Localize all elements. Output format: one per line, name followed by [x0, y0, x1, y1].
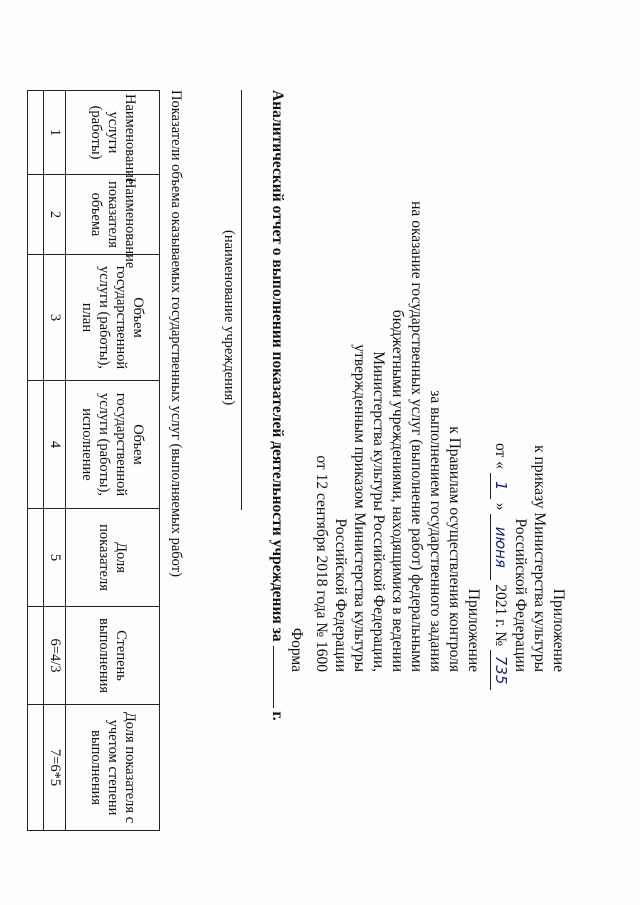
table-cell: [28, 255, 44, 381]
appendix-line-5: бюджетными учреждениями, находящимися в ведении: [389, 309, 406, 672]
header-service-name: Наименование услуги (работы): [66, 91, 160, 175]
order-year: 2021 г. №: [492, 584, 509, 647]
appendix-line-1: Приложение: [465, 588, 482, 672]
table-number-row: [44, 91, 66, 831]
column-number-2: 2: [44, 175, 66, 255]
volume-indicators-table: [27, 90, 160, 831]
column-number-7: 7=6*5: [44, 705, 66, 831]
appendix-line-7: утвержденным приказом Министерства культуры: [351, 344, 368, 672]
report-title-suffix: г.: [269, 711, 286, 721]
report-title-line: [268, 90, 288, 721]
order-prefix: от «: [492, 443, 509, 469]
header-indicator-name: Наименование показателя объема: [66, 175, 160, 255]
table-empty-row: [28, 91, 44, 831]
report-title: Аналитический отчет о выполнении показателей деятельности учреждения за: [269, 90, 286, 642]
column-number-6: 6=4/3: [44, 607, 66, 705]
order-month: июня: [490, 514, 510, 580]
appendix-line-9: от 12 сентября 2018 года № 1600: [313, 455, 330, 672]
header-line-3: Российской Федерации: [512, 518, 529, 672]
report-period-blank: [273, 646, 288, 708]
order-mid: »: [492, 502, 509, 511]
appendix-line-3: за выполнением государственного задания: [427, 390, 444, 672]
table-cell: [28, 381, 44, 509]
appendix-line-8: Российской Федерации: [332, 518, 349, 672]
header-line-2: к приказу Министерства культуры: [531, 445, 548, 672]
order-number: 735: [490, 650, 510, 690]
header-volume-plan: Объем государственной услуги (работы), план: [66, 255, 160, 381]
table-header-row: [66, 91, 160, 831]
column-number-1: 1: [44, 91, 66, 175]
column-number-3: 3: [44, 255, 66, 381]
column-number-5: 5: [44, 509, 66, 607]
header-weighted-share: Доля показателя с учетом степени выполнения: [66, 705, 160, 831]
institution-caption: (наименование учреждения): [221, 230, 237, 406]
institution-name-line: [241, 90, 242, 510]
header-indicator-share: Доля показателя: [66, 509, 160, 607]
header-volume-actual: Объем государственной услуги (работы), исполнение: [66, 381, 160, 509]
appendix-line-2: к Правилам осуществления контроля: [446, 426, 463, 672]
table-cell: [28, 607, 44, 705]
header-line-1: Приложение: [550, 588, 567, 672]
table-cell: [28, 705, 44, 831]
table-cell: [28, 91, 44, 175]
column-number-4: 4: [44, 381, 66, 509]
table-cell: [28, 509, 44, 607]
section-title: Показатели объема оказываемых государственных услуг (выполняемых работ): [168, 90, 184, 577]
form-label: Форма: [288, 627, 305, 672]
table-cell: [28, 175, 44, 255]
appendix-line-4: на оказание государственных услуг (выполнение работ) федеральными: [408, 201, 425, 672]
header-completion-degree: Степень выполнения: [66, 607, 160, 705]
order-day: 1: [490, 473, 510, 499]
appendix-line-6: Министерства культуры Российской Федерации,: [370, 351, 387, 672]
order-date-line: [490, 443, 510, 690]
